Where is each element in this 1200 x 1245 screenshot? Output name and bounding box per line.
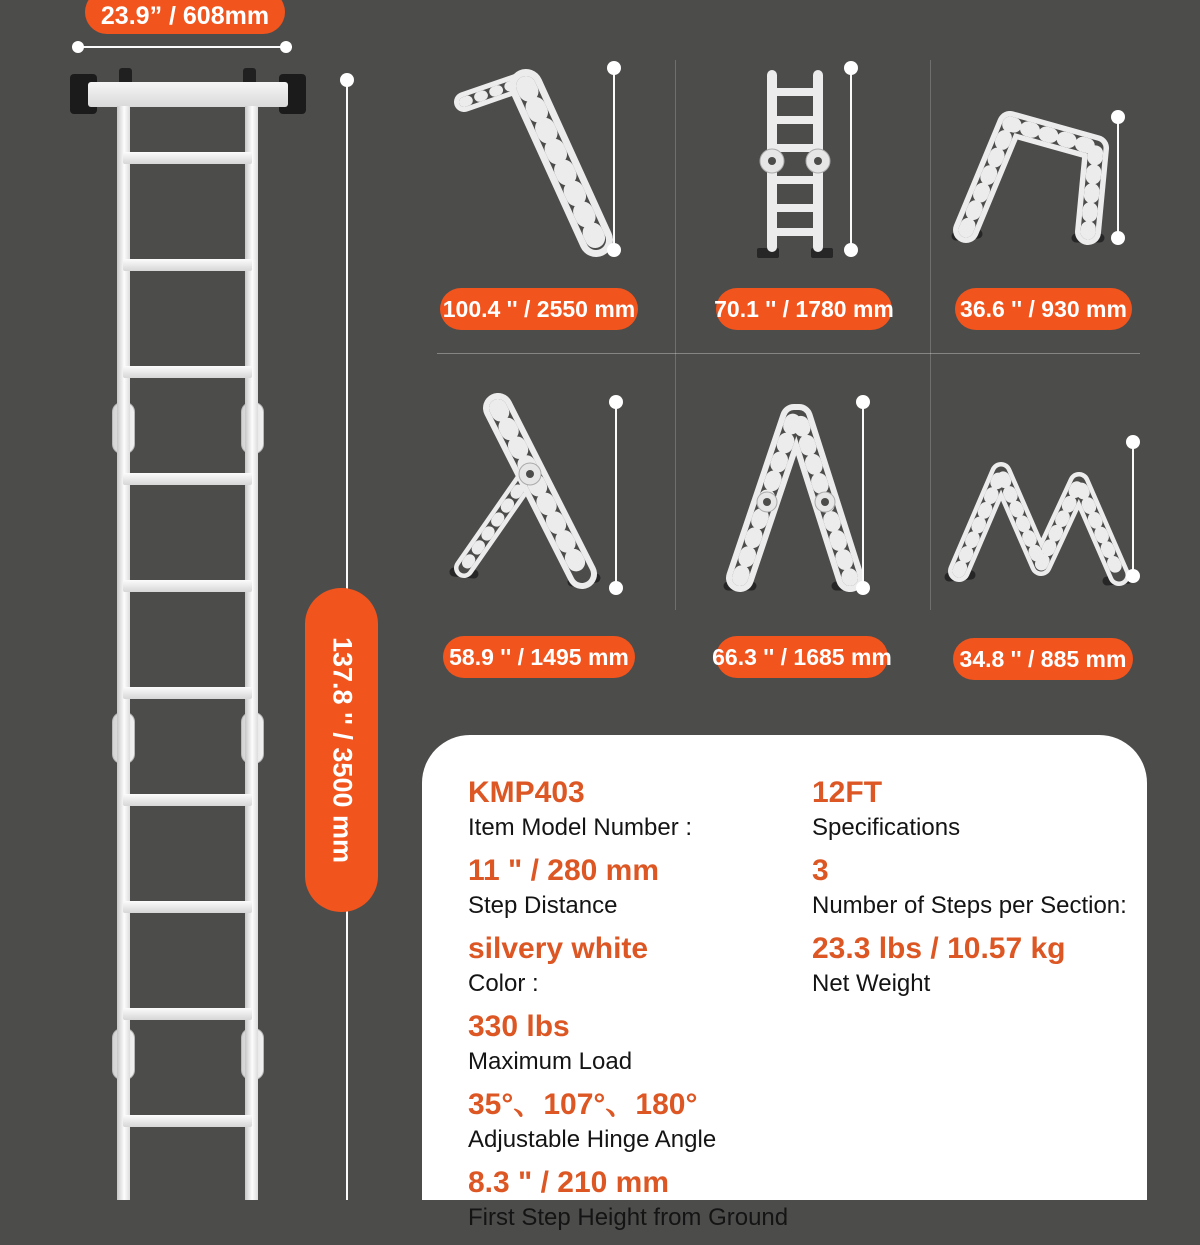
spec-value: silvery white — [468, 931, 649, 965]
spec-item-specifications — [812, 777, 1127, 842]
ladder-rung — [123, 259, 252, 271]
spec-value: 330 lbs — [468, 1009, 570, 1043]
config-illustration-scaffold — [948, 82, 1128, 247]
spec-item-color — [468, 933, 788, 998]
spec-value: 12FT — [812, 776, 883, 809]
grid-divider — [675, 60, 676, 610]
spec-label: Step Distance — [468, 892, 618, 920]
ladder-rung — [123, 473, 252, 485]
ladder-rung — [123, 152, 252, 164]
config-badge-folded — [953, 638, 1133, 680]
spec-item-step-distance — [468, 855, 788, 920]
config-dimension-line — [613, 68, 615, 250]
config-badge-stairway — [443, 636, 635, 678]
config-dimension-line — [862, 402, 864, 588]
spec-label: Number of Steps per Section: — [812, 892, 1127, 920]
config-illustration-a-frame — [700, 392, 885, 602]
config-dimension-label: 100.4 '' / 2550 mm — [442, 295, 636, 322]
spec-value: 3 — [812, 853, 829, 887]
dimension-endpoint-dot — [1126, 569, 1140, 583]
config-badge-extension-leaning — [440, 288, 638, 330]
spec-item-first-step-height — [468, 1167, 788, 1232]
spec-label: Net Weight — [812, 970, 931, 998]
width-dimension-badge — [85, 0, 285, 34]
ladder-rung — [123, 901, 252, 913]
config-dimension-label: 70.1 '' / 1780 mm — [714, 295, 894, 322]
config-dimension-label: 36.6 '' / 930 mm — [960, 295, 1127, 322]
config-badge-a-frame — [712, 636, 892, 678]
config-dimension-label: 34.8 '' / 885 mm — [959, 645, 1127, 672]
config-dimension-line — [850, 68, 852, 250]
ladder-rung — [123, 1115, 252, 1127]
spec-item-net-weight — [812, 933, 1127, 998]
width-dimension-line — [78, 46, 292, 48]
dimension-endpoint-dot — [607, 61, 621, 75]
dimension-endpoint-dot — [607, 243, 621, 257]
spec-label: Specifications — [812, 814, 961, 842]
dimension-endpoint-dot — [72, 41, 84, 53]
spec-value: KMP403 — [468, 776, 585, 809]
ladder-top-bar — [88, 82, 288, 107]
spec-value: 35°、107°、180° — [468, 1087, 698, 1121]
spec-item-maximum-load — [468, 1011, 788, 1076]
config-dimension-line — [1117, 117, 1119, 238]
dimension-endpoint-dot — [844, 61, 858, 75]
ladder-rung — [123, 580, 252, 592]
spec-column-left — [468, 777, 788, 1245]
spec-column-right — [812, 777, 1127, 1011]
spec-label: First Step Height from Ground — [468, 1204, 789, 1232]
dimension-endpoint-dot — [609, 395, 623, 409]
height-dimension-badge — [305, 588, 378, 912]
spec-card — [422, 735, 1147, 1232]
config-illustration-stairway — [442, 392, 622, 597]
spec-value: 8.3 " / 210 mm — [468, 1165, 670, 1199]
width-dimension-label: 23.9” / 608mm — [100, 1, 270, 30]
spec-item-steps-per-section — [812, 855, 1127, 920]
grid-divider — [930, 60, 931, 610]
dimension-endpoint-dot — [1126, 435, 1140, 449]
dimension-endpoint-dot — [340, 73, 354, 87]
config-dimension-line — [1132, 442, 1134, 576]
spec-label: Maximum Load — [468, 1048, 633, 1076]
spec-label: Color : — [468, 970, 539, 998]
config-illustration-folded — [945, 425, 1135, 590]
ladder-rung — [123, 687, 252, 699]
dimension-endpoint-dot — [609, 581, 623, 595]
height-dimension-label: 137.8 '' / 3500 mm — [327, 637, 357, 863]
spec-value: 23.3 lbs / 10.57 kg — [812, 931, 1066, 965]
dimension-endpoint-dot — [1111, 231, 1125, 245]
spec-item-hinge-angle — [468, 1089, 788, 1154]
config-dimension-line — [615, 402, 617, 588]
config-badge-scaffold — [955, 288, 1132, 330]
ladder-rung — [123, 794, 252, 806]
spec-value: 11 " / 280 mm — [468, 853, 660, 887]
grid-divider — [437, 353, 1140, 354]
config-dimension-label: 58.9 '' / 1495 mm — [449, 643, 629, 670]
dimension-endpoint-dot — [1111, 110, 1125, 124]
ladder-rung — [123, 366, 252, 378]
dimension-endpoint-dot — [844, 243, 858, 257]
spec-item-model-number — [468, 777, 788, 842]
ladder-rung — [123, 1008, 252, 1020]
dimension-endpoint-dot — [856, 581, 870, 595]
spec-label: Item Model Number : — [468, 814, 693, 842]
dimension-endpoint-dot — [856, 395, 870, 409]
config-dimension-label: 66.3 '' / 1685 mm — [712, 643, 892, 670]
dimension-endpoint-dot — [280, 41, 292, 53]
config-illustration-extension-leaning — [448, 60, 633, 260]
config-badge-straight — [716, 288, 892, 330]
spec-label: Adjustable Hinge Angle — [468, 1126, 717, 1154]
